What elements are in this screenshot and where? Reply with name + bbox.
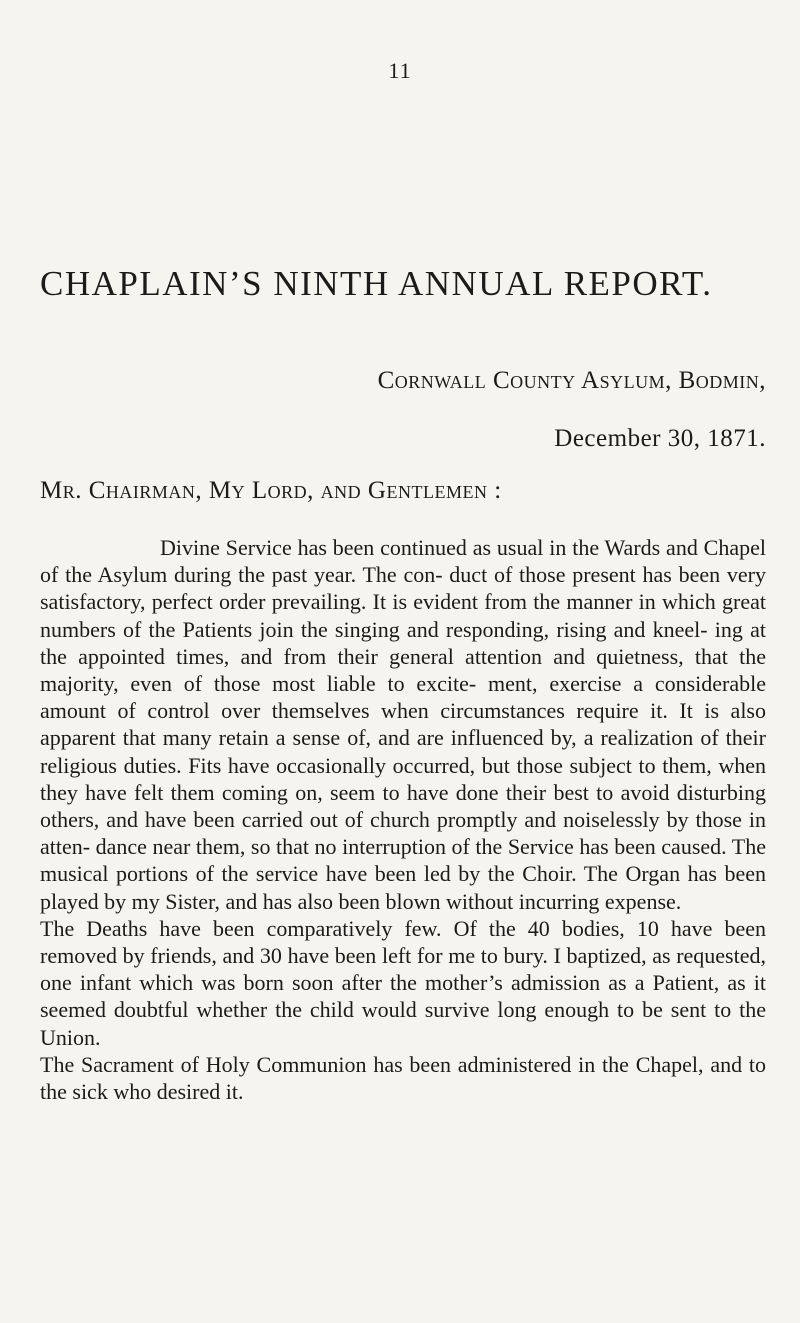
- page-number: 11: [388, 58, 412, 83]
- report-title: CHAPLAIN’S NINTH ANNUAL REPORT.: [40, 264, 713, 303]
- paragraph-sacrament: The Sacrament of Holy Communion has been administered in the Chapel, and to the sick who desired it.: [40, 1051, 766, 1105]
- paragraph-divine-service: Divine Service has been continued as usual in the Wards and Chapel of the Asylum during the past year. The con- duct of those present has been very satisfactory, perfect order prevailing. It is evident from the manner in which great numbers of the Patients join the singing and responding, rising and kneel- ing at the appointed times, and from their general attention and quietness, that the majority, even of those most liable to excite- ment, exercise a considerable amount of control over themselves when circumstances require it. It is also apparent that many retain a sense of, and are influenced by, a realization of their religious duties. Fits have occasionally occurred, but those subject to them, when they have felt them coming on, seem to have done their best to avoid disturbing others, and have been carried out of church promptly and noiselessly by those in atten- dance near them, so that no interruption of the Service has been caused. The musical portions of the service have been led by the Choir. The Organ has been played by my Sister, and has also been blown without incurring expense.: [40, 535, 766, 914]
- report-body: [40, 534, 766, 1105]
- paragraph-deaths: The Deaths have been comparatively few. Of the 40 bodies, 10 have been removed by friends, and 30 have been left for me to bury. I baptized, as requested, one infant which was born soon after the mother’s admission as a Patient, as it seemed doubtful whether the child would survive long enough to be sent to the Union.: [40, 915, 766, 1050]
- report-place: Cornwall County Asylum, Bodmin,: [377, 367, 766, 394]
- salutation: Mr. Chairman, My Lord, and Gentlemen :: [40, 477, 502, 504]
- report-date: December 30, 1871.: [554, 425, 766, 452]
